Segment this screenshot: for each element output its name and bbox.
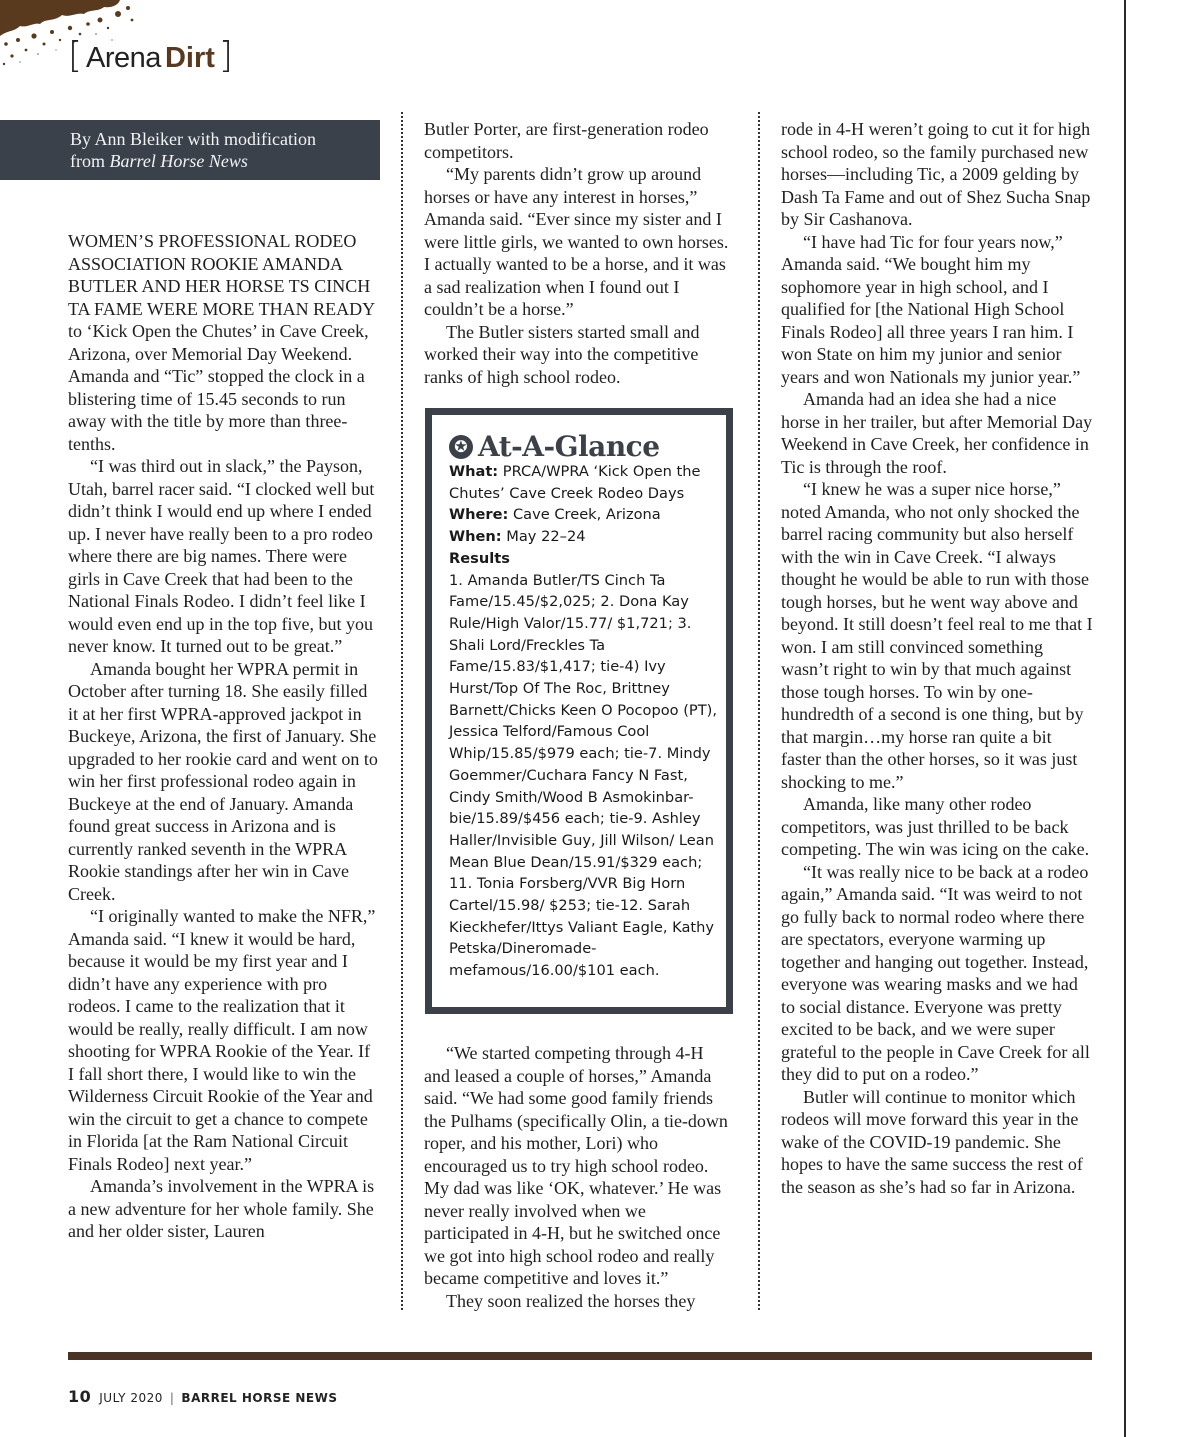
article-column-2-bottom <box>424 1042 732 1312</box>
article-paragraph: They soon realized the horses they <box>446 1290 696 1311</box>
glance-what-label: What: <box>449 463 499 480</box>
glance-when-value: May 22–24 <box>501 528 586 546</box>
page-footer <box>68 1387 337 1406</box>
glance-what <box>449 461 726 504</box>
article-column-1 <box>68 230 380 1243</box>
article-paragraph: Butler Porter, are first-generation rodeo competitors. <box>424 119 709 162</box>
article-paragraph: Amanda had an idea she had a nice horse in her trailer, but after Memorial Day Weekend in Cave Creek, her confidence in Tic is through the roof. <box>781 389 1093 477</box>
article-paragraph: “My parents didn’t grow up around horses or have any interest in horses,” Amanda said. “Ever since my sister and I were little girls, we wanted to own horses. I actually wanted to be a horse, and it was a sad realization when I found out I couldn’t be a horse.” <box>424 164 729 319</box>
article-paragraph: Amanda bought her WPRA permit in October after turning 18. She easily filled it at her first WPRA-approved jackpot in Buckeye, Arizona, the first of January. She upgraded to her rookie card and went on to win her first professional rodeo again in Buckeye at the end of January. Amanda found great success in Arizona and is currently ranked seventh in the WPRA Rookie standings after her win in Cave Creek. <box>68 658 378 904</box>
footer-issue: JULY 2020 <box>99 1391 163 1405</box>
lead-rest: to ‘Kick Open the Chutes’ in Cave Creek, Arizona, over Memorial Day Weekend. Amanda and “Tic” stopped the clock in a blistering time of 15.45 seconds to run away with the title by more than three-tenths. <box>68 321 369 454</box>
glance-when <box>449 526 726 548</box>
byline-author: By Ann Bleiker with modification <box>70 129 316 149</box>
article-paragraph: “We started competing through 4-H and leased a couple of horses,” Amanda said. “We had some good family friends the Pulhams (specifically Olin, a tie-down roper, and his mother, Lori) who encouraged us to try high school rodeo. My dad was like ‘OK, whatever.’ He was never really involved when we participated in 4-H, but he switched once we got into high school rodeo and really became competitive and loves it.” <box>424 1043 728 1288</box>
article-column-3 <box>781 118 1093 1198</box>
glance-when-label: When: <box>449 528 502 546</box>
glance-where-value: Cave Creek, Arizona <box>508 506 661 524</box>
glance-what-value: PRCA/WPRA ‘Kick Open the Chutes’ Cave Creek Rodeo Days <box>449 463 701 502</box>
footer-magazine: BARREL HORSE NEWS <box>181 1391 338 1405</box>
section-title-arena: Arena <box>86 41 161 74</box>
byline-from: from <box>70 151 110 171</box>
star-circle-icon: ✪ <box>449 435 473 459</box>
byline-source-line <box>70 150 380 172</box>
glance-title <box>449 430 726 464</box>
glance-results-label <box>449 548 726 570</box>
page-number: 10 <box>68 1387 92 1406</box>
article-paragraph: “I was third out in slack,” the Payson, Utah, barrel racer said. “I clocked well but didn’t think I would end up where I ended up. I never have really been to a pro rodeo where there are big names. There were girls in Cave Creek that had been to the National Finals Rodeo. I didn’t feel like I would even end up in the top five, but you never know. It turned out to be great.” <box>68 456 375 656</box>
glance-where <box>449 504 726 526</box>
article-paragraph: rode in 4-H weren’t going to cut it for high school rodeo, so the family purchased new horses—including Tic, a 2009 gelding by Dash Ta Fame and out of Shez Sucha Snap by Sir Cashanova. <box>781 119 1091 229</box>
at-a-glance-box <box>425 408 733 1014</box>
article-paragraph: “I have had Tic for four years now,” Amanda said. “We bought him my sophomore year in high school, and I qualified for [the National High School Finals Rodeo] all three years I ran him. I won State on him my junior and senior years and won Nationals my junior year.” <box>781 231 1081 387</box>
article-paragraph: Amanda, like many other rodeo competitors, was just thrilled to be back competing. The win was icing on the cake. <box>781 794 1090 859</box>
column-divider <box>401 112 403 1310</box>
glance-where-label: Where: <box>449 506 509 524</box>
glance-results-heading: Results <box>449 549 510 567</box>
footer-separator: | <box>169 1391 175 1405</box>
byline <box>0 120 380 180</box>
byline-source: Barrel Horse News <box>109 151 248 171</box>
header-bracket-close: ] <box>218 35 233 76</box>
article-paragraph: Butler will continue to monitor which rodeos will move forward this year in the wake of the COVID-19 pandemic. She hopes to have the same success the rest of the season as she’s had so far in Arizona. <box>781 1086 1083 1197</box>
glance-results-text: 1. Amanda Butler/TS Cinch Ta Fame/15.45/$2,025; 2. Dona Kay Rule/High Valor/15.77/ $1,721; 3. Shali Lord/Freckles Ta Fame/15.83/$1,417; tie-4) Ivy Hurst/Top Of The Roc, Brittney Barnett/Chicks Keen O Pocopoo (PT), Jessica Telford/Famous Cool Whip/15.85/$979 each; tie-7. Mindy Goemmer/Cuchara Fancy N Fast, Cindy Smith/Wood B Asmokinbar-bie/15.89/$456 each; tie-9. Ashley Haller/Invisible Guy, Jill Wilson/ Lean Mean Blue Dean/15.91/$329 each; 11. Tonia Forsberg/VVR Big Horn Cartel/15.98/ $253; tie-12. Sarah Kieckhefer/Ittys Valiant Eagle, Kathy Petska/Dineromade-mefamous/16.00/$101 each. <box>449 571 717 980</box>
header-bracket-open: [ <box>68 35 83 76</box>
article-paragraph: “I knew he was a super nice horse,” noted Amanda, who not only shocked the barrel racing community but also herself with the win in Cave Creek. “I always thought he would be able to run with those tough horses, but he went way above and beyond. It still doesn’t feel real to me that I won. I am still convinced something wasn’t right to win by that much against those tough horses. To win by one-hundredth of a second is one thing, but by that margin…my horse ran quite a bit faster than the other horses, so it was just shocking to me.” <box>781 479 1093 792</box>
article-paragraph: “I originally wanted to make the NFR,” Amanda said. “I knew it would be hard, because it would be my first year and I didn’t have any experience with pro rodeos. I came to the realization that it would be really, really difficult. I am now shooting for WPRA Rookie of the Year. If I fall short there, I would like to win the Wilderness Circuit Rookie of the Year and win the circuit to get a chance to compete in Florida [at the Ram National Circuit Finals Rodeo] next year.” <box>68 906 376 1174</box>
column-divider <box>758 112 760 1310</box>
section-title-dirt: Dirt <box>164 41 215 74</box>
article-column-2-top <box>424 118 732 388</box>
lead-caps: WOMEN’S PROFESSIONAL RODEO ASSOCIATION ROOKIE AMANDA BUTLER AND HER HORSE TS CINCH TA FAME WERE MORE THAN READY <box>68 231 375 319</box>
article-paragraph: Amanda’s involvement in the WPRA is a new adventure for her whole family. She and her older sister, Lauren <box>68 1176 375 1241</box>
glance-heading: At-A-Glance <box>478 430 660 464</box>
article-paragraph: The Butler sisters started small and worked their way into the competitive ranks of high school rodeo. <box>424 321 700 387</box>
article-paragraph: “It was really nice to be back at a rodeo again,” Amanda said. “It was weird to not go fully back to normal rodeo where there are spectators, everyone warming up together and hanging out together. Instead, everyone was wearing masks and we had to social distance. Everyone was pretty excited to be back, and we were super grateful to the people in Cave Creek for all they did to put on a rodeo.” <box>781 861 1090 1084</box>
page-edge-rule <box>1124 0 1126 1437</box>
article-lead-paragraph <box>68 230 380 455</box>
section-header <box>64 35 237 78</box>
footer-rule <box>68 1352 1092 1360</box>
